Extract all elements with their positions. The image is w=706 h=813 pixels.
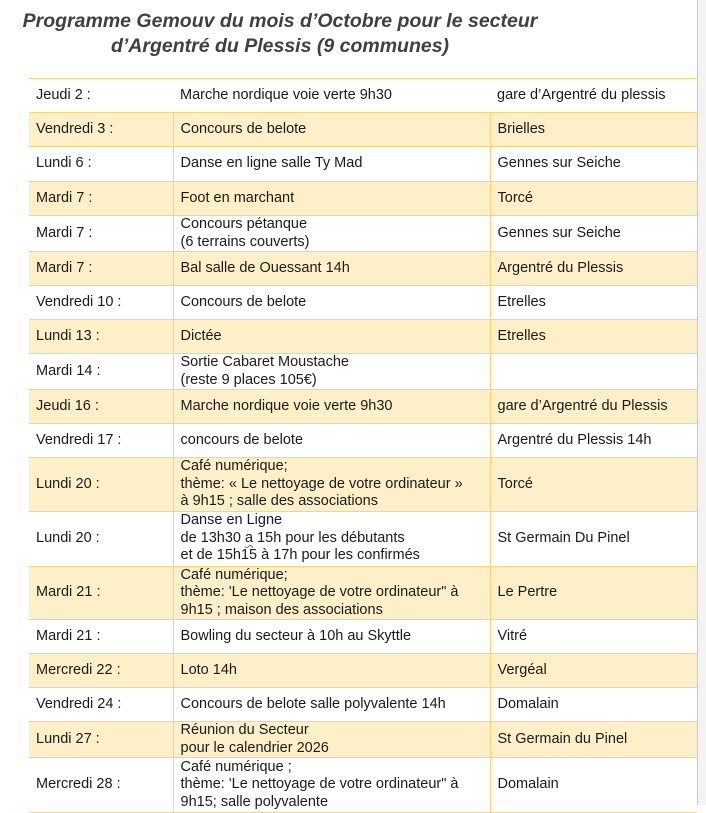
activity-cell bbox=[173, 722, 490, 758]
day-cell: Mardi 21 : bbox=[36, 627, 101, 644]
day-cell: Lundi 13 : bbox=[29, 320, 173, 354]
day-cell: Mardi 21 : bbox=[29, 566, 173, 620]
program-table bbox=[29, 78, 697, 813]
table-row bbox=[29, 722, 697, 758]
spellcheck-underline: a bbox=[245, 529, 254, 546]
table-row bbox=[29, 458, 697, 512]
activity-line: (6 terrains couverts) bbox=[180, 233, 310, 250]
activity-line: Marche nordique voie verte 9h30 bbox=[180, 397, 393, 414]
location-cell bbox=[490, 354, 697, 390]
activity-cell bbox=[173, 252, 490, 286]
day-cell: Jeudi 16 : bbox=[29, 390, 173, 424]
day-cell: Vendredi 10 : bbox=[36, 293, 122, 310]
location-cell: Gennes sur Seiche bbox=[490, 216, 697, 252]
table-row bbox=[29, 424, 697, 458]
activity-cell bbox=[173, 354, 490, 390]
activity-cell bbox=[173, 286, 490, 320]
activity-line: Dictée bbox=[180, 327, 222, 344]
table-row bbox=[29, 182, 697, 216]
location-cell: Argentré du Plessis 14h bbox=[490, 424, 697, 458]
activity-line: Café numérique; bbox=[180, 566, 288, 583]
activity-line: Marche nordique voie verte 9h30 bbox=[180, 86, 392, 103]
day-cell: Mardi 7 : bbox=[29, 252, 173, 286]
table-row bbox=[29, 252, 697, 286]
table-row bbox=[29, 354, 697, 390]
day-cell: Mercredi 28 : bbox=[36, 776, 121, 793]
day-cell: Mardi 7 : bbox=[36, 224, 93, 241]
location-cell: Vitré bbox=[490, 620, 697, 654]
location-cell: gare d’Argentré du plessis bbox=[497, 86, 666, 103]
table-row bbox=[29, 147, 697, 182]
table-row bbox=[29, 758, 697, 813]
title-line-2: d’Argentré du Plessis (9 communes) bbox=[110, 35, 450, 57]
activity-line: Concours de belote bbox=[180, 293, 307, 310]
activity-line: Sortie Cabaret Moustache bbox=[180, 354, 349, 370]
activity-line: Concours de belote bbox=[180, 120, 307, 137]
activity-line: Bal salle de Ouessant 14h bbox=[180, 259, 350, 276]
activity-line: Réunion du Secteur bbox=[180, 722, 309, 738]
activity-line: thème: « Le nettoyage de votre ordinateur » bbox=[180, 475, 463, 492]
location-cell: Domalain bbox=[490, 758, 697, 813]
activity-line: Concours de belote salle polyvalente 14h bbox=[180, 695, 446, 712]
activity-line: thème: 'Le nettoyage de votre ordinateur" à bbox=[180, 776, 459, 793]
activity-cell bbox=[173, 511, 490, 566]
location-cell: Brielles bbox=[490, 113, 697, 147]
table-row bbox=[29, 320, 697, 354]
activity-line: Café numérique; bbox=[180, 458, 288, 474]
location-cell: Torcé bbox=[490, 182, 697, 216]
page-edge-gutter bbox=[697, 0, 706, 805]
day-cell: Mercredi 22 : bbox=[29, 654, 173, 688]
activity-cell bbox=[173, 216, 490, 252]
location-cell: Torcé bbox=[490, 458, 697, 512]
location-cell: Etrelles bbox=[490, 286, 697, 320]
activity-line: Foot en marchant bbox=[180, 189, 295, 206]
location-cell: Le Pertre bbox=[490, 566, 697, 620]
activity-line: Café numérique ; bbox=[180, 758, 292, 775]
activity-cell bbox=[173, 566, 490, 620]
table-row bbox=[29, 390, 697, 424]
activity-line: Bowling du secteur à 10h au Skyttle bbox=[180, 627, 412, 644]
location-cell: Domalain bbox=[490, 688, 697, 722]
table-row bbox=[29, 654, 697, 688]
activity-line: Danse en Ligne bbox=[180, 512, 283, 529]
day-cell: Lundi 27 : bbox=[29, 722, 173, 758]
table-row bbox=[29, 511, 697, 566]
activity-line: (reste 9 places 105€) bbox=[180, 371, 317, 388]
program-table-body bbox=[29, 79, 697, 813]
day-cell: Mardi 14 : bbox=[36, 362, 101, 379]
activity-cell bbox=[173, 758, 490, 813]
day-cell: Lundi 20 : bbox=[29, 458, 173, 512]
activity-cell bbox=[173, 113, 490, 147]
table-row bbox=[29, 566, 697, 620]
activity-line: pour le calendrier 2026 bbox=[180, 739, 329, 756]
day-cell: Lundi 6 : bbox=[36, 155, 92, 172]
activity-cell bbox=[173, 79, 490, 113]
activity-line: Loto 14h bbox=[180, 661, 237, 678]
location-cell: gare d’Argentré du Plessis bbox=[490, 390, 697, 424]
activity-cell bbox=[173, 147, 490, 182]
activity-line: 9h15; salle polyvalente bbox=[180, 793, 329, 810]
day-cell: Vendredi 17 : bbox=[36, 431, 122, 448]
location-cell: Argentré du Plessis bbox=[490, 252, 697, 286]
table-row bbox=[29, 620, 697, 654]
activity-cell bbox=[173, 182, 490, 216]
page-title bbox=[0, 9, 560, 59]
table-row bbox=[29, 216, 697, 252]
day-cell: Lundi 20 : bbox=[36, 529, 100, 546]
title-line-1: Programme Gemouv du mois d’Octobre pour le secteur bbox=[22, 10, 538, 32]
activity-line: Concours pétanque bbox=[180, 216, 308, 232]
location-cell: Gennes sur Seiche bbox=[490, 147, 697, 182]
day-cell: Mardi 7 : bbox=[29, 182, 173, 216]
activity-cell bbox=[173, 390, 490, 424]
day-cell: Jeudi 2 : bbox=[36, 86, 91, 103]
activity-line: à 9h15 ; salle des associations bbox=[180, 493, 378, 509]
activity-line: thème: 'Le nettoyage de votre ordinateur" à bbox=[180, 584, 459, 600]
location-cell: Etrelles bbox=[490, 320, 697, 354]
activity-cell bbox=[173, 620, 490, 654]
location-cell: St Germain Du Pinel bbox=[490, 511, 697, 566]
activity-line: de 13h30 a 15h pour les débutants bbox=[180, 529, 405, 546]
activity-line: et de 15h15 à 17h pour les confirmés bbox=[180, 547, 420, 564]
table-row bbox=[29, 79, 697, 113]
location-cell: St Germain du Pinel bbox=[490, 722, 697, 758]
day-cell: Vendredi 24 : bbox=[36, 695, 122, 712]
activity-cell bbox=[173, 688, 490, 722]
table-row bbox=[29, 286, 697, 320]
activity-cell bbox=[173, 654, 490, 688]
day-cell: Vendredi 3 : bbox=[29, 113, 173, 147]
activity-line: concours de belote bbox=[180, 431, 304, 448]
activity-cell bbox=[173, 320, 490, 354]
table-row bbox=[29, 688, 697, 722]
activity-cell bbox=[173, 458, 490, 512]
activity-line: 9h15 ; maison des associations bbox=[180, 601, 383, 618]
activity-line: Danse en ligne salle Ty Mad bbox=[180, 155, 363, 172]
table-row bbox=[29, 113, 697, 147]
location-cell: Vergéal bbox=[490, 654, 697, 688]
activity-cell bbox=[173, 424, 490, 458]
